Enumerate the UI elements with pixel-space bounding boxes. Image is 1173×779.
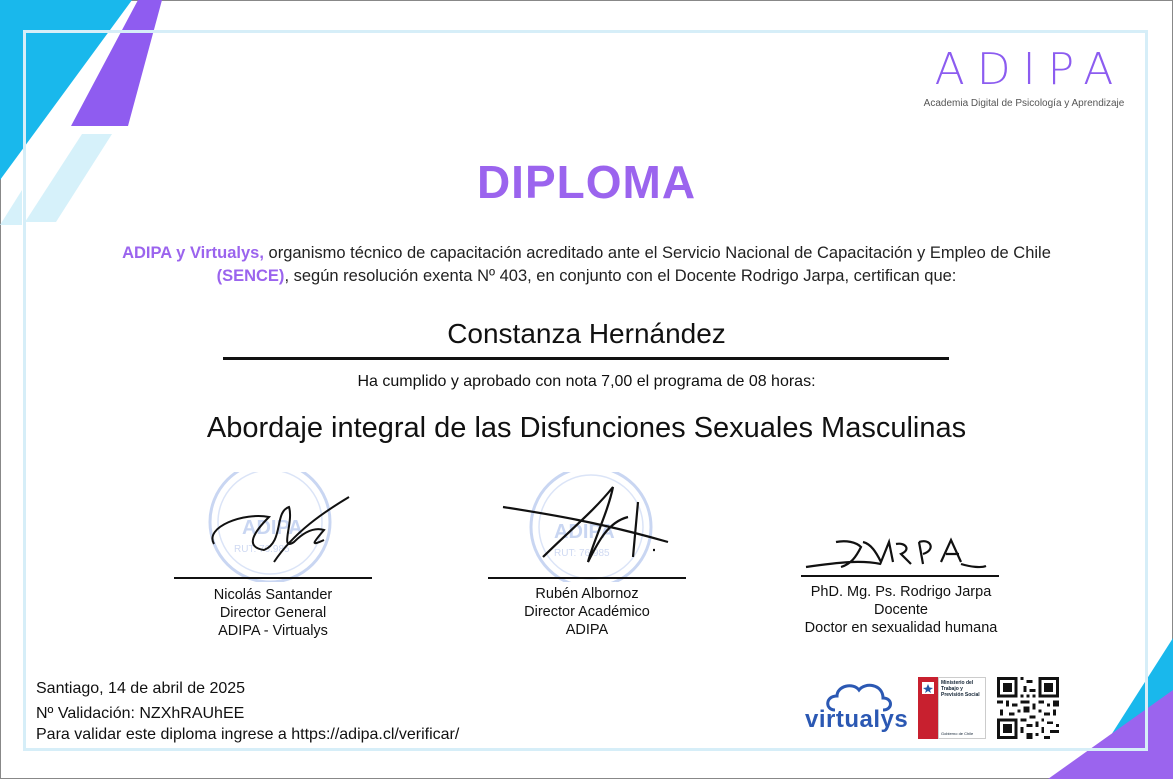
qr-code <box>997 677 1059 739</box>
signature-block-3 <box>801 472 1001 642</box>
intro-text-1: organismo técnico de capacitación acreditado ante el Servicio Nacional de Capacitación y Empleo de Chile <box>263 244 1051 262</box>
signatory-2-info <box>478 585 696 639</box>
ministry-logo <box>918 677 986 739</box>
grade-statement: Ha cumplido y aprobado con nota 7,00 el programa de 08 horas: <box>357 373 816 390</box>
signatory-1-info <box>164 586 382 640</box>
verification-text: Para validar este diploma ingrese a https://adipa.cl/verificar/ <box>36 726 460 743</box>
signature-1-drawing <box>174 472 374 582</box>
signatory-2-org: ADIPA <box>565 622 609 638</box>
logo-subtitle: Academia Digital de Psicología y Aprendizaje <box>923 98 1125 109</box>
signature-2-drawing <box>488 472 688 582</box>
stamp-rut-2: RUT: 76.985 <box>554 548 610 559</box>
diploma-title: DIPLOMA <box>476 156 697 208</box>
virtualys-logo: virtualys <box>805 706 909 733</box>
course-title: Abordaje integral de las Disfunciones Sexuales Masculinas <box>206 412 967 444</box>
stamp-text-2: ADIPA <box>554 521 615 543</box>
intro-paragraph <box>100 242 1073 288</box>
intro-text-2: , según resolución exenta Nº 403, en conjunto con el Docente Rodrigo Jarpa, certifican que: <box>284 267 957 285</box>
stamp-rut-1: RUT: 76.985 <box>234 544 290 555</box>
signature-line-2 <box>488 577 686 579</box>
validation-number: Nº Validación: NZXhRAUhEE <box>36 705 245 722</box>
signature-3-drawing <box>801 472 1001 582</box>
intro-sence: (SENCE) <box>216 267 285 285</box>
logo-wordmark: ADIPA <box>934 44 1126 95</box>
signatory-3-name: PhD. Mg. Ps. Rodrigo Jarpa <box>810 584 992 600</box>
signatory-1-org: ADIPA - Virtualys <box>218 623 328 639</box>
stamp-text-1: ADIPA <box>242 517 303 539</box>
ministry-name: Ministerio del Trabajo y Previsión Social <box>941 680 980 698</box>
signature-block-2 <box>488 472 688 638</box>
adipa-logo <box>918 44 1130 109</box>
intro-org: ADIPA y Virtualys, <box>122 244 264 262</box>
signature-block-1 <box>174 472 374 639</box>
gobierno-text: Gobierno de Chile <box>941 731 974 736</box>
signatory-1-role: Director General <box>219 605 327 621</box>
signatory-3-org: Doctor en sexualidad humana <box>804 620 998 636</box>
signatory-3-info <box>786 583 1016 637</box>
signatory-2-name: Rubén Albornoz <box>535 586 639 602</box>
signatory-2-role: Director Académico <box>524 604 650 620</box>
signatory-3-role: Docente <box>873 602 928 618</box>
signatory-1-name: Nicolás Santander <box>213 587 333 603</box>
recipient-name: Constanza Hernández <box>447 318 726 349</box>
chile-shield-icon <box>921 681 935 695</box>
issue-date: Santiago, 14 de abril de 2025 <box>36 680 246 697</box>
signature-line-1 <box>174 577 372 579</box>
signature-line-3 <box>801 575 999 577</box>
recipient-underline <box>223 357 949 360</box>
